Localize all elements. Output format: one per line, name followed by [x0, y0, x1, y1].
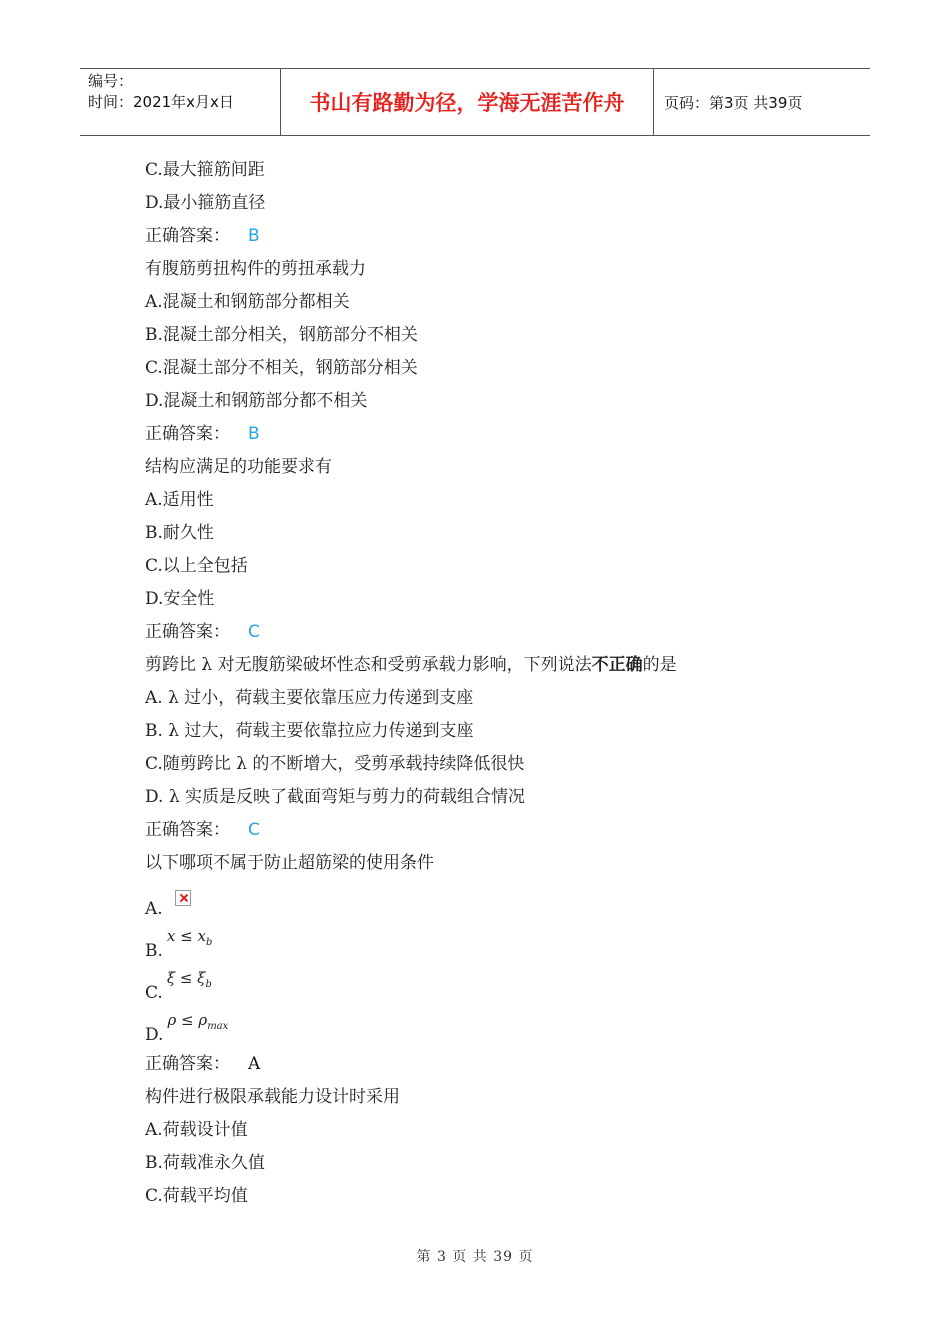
correct-answer — [145, 1048, 845, 1081]
answer-label: 正确答案： — [145, 424, 230, 444]
answer-label: 正确答案： — [145, 820, 230, 840]
formula-subscript: b — [205, 937, 213, 948]
page-header — [80, 68, 870, 136]
header-meta — [80, 69, 281, 135]
answer-option: A.荷载设计值 — [145, 1120, 248, 1140]
answer-option — [145, 1006, 845, 1048]
answer-label: 正确答案： — [145, 622, 230, 642]
date-label: 时间：2021年x月x日 — [88, 93, 234, 111]
answer-value: C — [248, 622, 260, 642]
answer-option — [145, 964, 845, 1006]
broken-image-icon — [175, 890, 191, 906]
question-text-part: 的是 — [642, 655, 677, 675]
question-text: 有腹筋剪扭构件的剪扭承载力 — [145, 259, 366, 279]
answer-value: B — [248, 424, 260, 444]
answer-option: C.荷载平均值 — [145, 1186, 248, 1206]
answer-option: B.耐久性 — [145, 523, 214, 543]
answer-option — [145, 880, 845, 922]
image-options — [145, 880, 845, 1048]
answer-value: B — [248, 226, 260, 246]
answer-value: A — [248, 1054, 261, 1074]
header-page-info: 页码：第3页 共39页 — [664, 93, 803, 112]
formula-subscript: max — [207, 1021, 229, 1032]
answer-option: A. λ 过小，荷载主要依靠压应力传递到支座 — [145, 688, 474, 708]
question-text: 构件进行极限承载能力设计时采用 — [145, 1087, 400, 1107]
question-text — [145, 649, 845, 682]
option-prefix: D. — [145, 1025, 164, 1045]
correct-answer — [145, 616, 845, 649]
option-prefix: B. — [145, 941, 163, 961]
answer-option: A.混凝土和钢筋部分都相关 — [145, 292, 350, 312]
option-prefix: C. — [145, 983, 163, 1003]
question-text: 结构应满足的功能要求有 — [145, 457, 332, 477]
formula-subscript: b — [205, 979, 212, 990]
answer-option: B.荷载准永久值 — [145, 1153, 265, 1173]
correct-answer — [145, 220, 845, 253]
correct-answer — [145, 418, 845, 451]
answer-option: C.混凝土部分不相关，钢筋部分相关 — [145, 358, 418, 378]
document-body — [145, 154, 845, 1213]
formula — [167, 1011, 228, 1032]
header-motto: 书山有路勤为径，学海无涯苦作舟 — [281, 69, 654, 135]
question-block-1 — [145, 154, 845, 880]
answer-option — [145, 922, 845, 964]
question-block-2 — [145, 1048, 845, 1213]
formula — [167, 969, 212, 990]
answer-option: A.适用性 — [145, 490, 214, 510]
answer-value: C — [248, 820, 260, 840]
number-label: 编号： — [88, 72, 134, 90]
question-emphasis: 不正确 — [591, 655, 643, 675]
formula — [167, 927, 212, 948]
correct-answer — [145, 814, 845, 847]
formula-base: ξ ≤ ξ — [166, 969, 206, 987]
option-prefix: A. — [145, 899, 163, 919]
answer-option: B.混凝土部分相关，钢筋部分不相关 — [145, 325, 418, 345]
answer-option: D.最小箍筋直径 — [145, 193, 266, 213]
answer-label: 正确答案： — [145, 1054, 230, 1074]
page-footer: 第 3 页 共 39 页 — [416, 1249, 534, 1265]
answer-label: 正确答案： — [145, 226, 230, 246]
formula-base: ρ ≤ ρ — [167, 1011, 208, 1029]
answer-option: D.安全性 — [145, 589, 215, 609]
formula-base: x ≤ x — [166, 927, 206, 945]
question-text: 以下哪项不属于防止超筋梁的使用条件 — [145, 853, 434, 873]
answer-option: D. λ 实质是反映了截面弯矩与剪力的荷载组合情况 — [145, 787, 526, 807]
answer-option: D.混凝土和钢筋部分都不相关 — [145, 391, 368, 411]
answer-option: C.随剪跨比 λ 的不断增大，受剪承载持续降低很快 — [145, 754, 525, 774]
answer-option: C.最大箍筋间距 — [145, 160, 265, 180]
answer-option: C.以上全包括 — [145, 556, 248, 576]
question-text-part: 剪跨比 λ 对无腹筋梁破坏性态和受剪承载力影响，下列说法 — [145, 655, 592, 675]
answer-option: B. λ 过大，荷载主要依靠拉应力传递到支座 — [145, 721, 474, 741]
